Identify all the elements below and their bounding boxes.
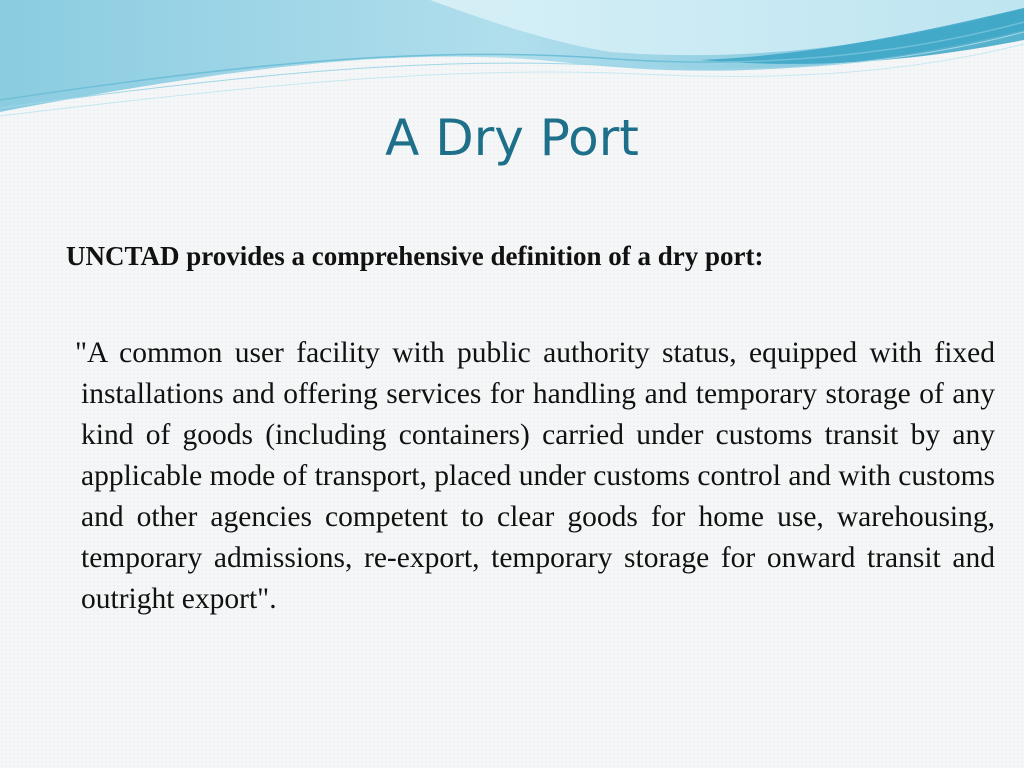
- definition-intro: UNCTAD provides a comprehensive definition of a dry port:: [66, 241, 764, 271]
- definition-quote: "A common user facility with public authority status, equipped with fixed installations and offering services for handling and temporary storage of any kind of goods (including containers) carried under customs transit by any applicable mode of transport, placed under customs control and with customs and other agencies competent to clear goods for home use, warehousing, temporary admissions, re-export, temporary storage for onward transit and outright export".: [75, 337, 995, 615]
- slide-title: A Dry Port: [385, 109, 639, 167]
